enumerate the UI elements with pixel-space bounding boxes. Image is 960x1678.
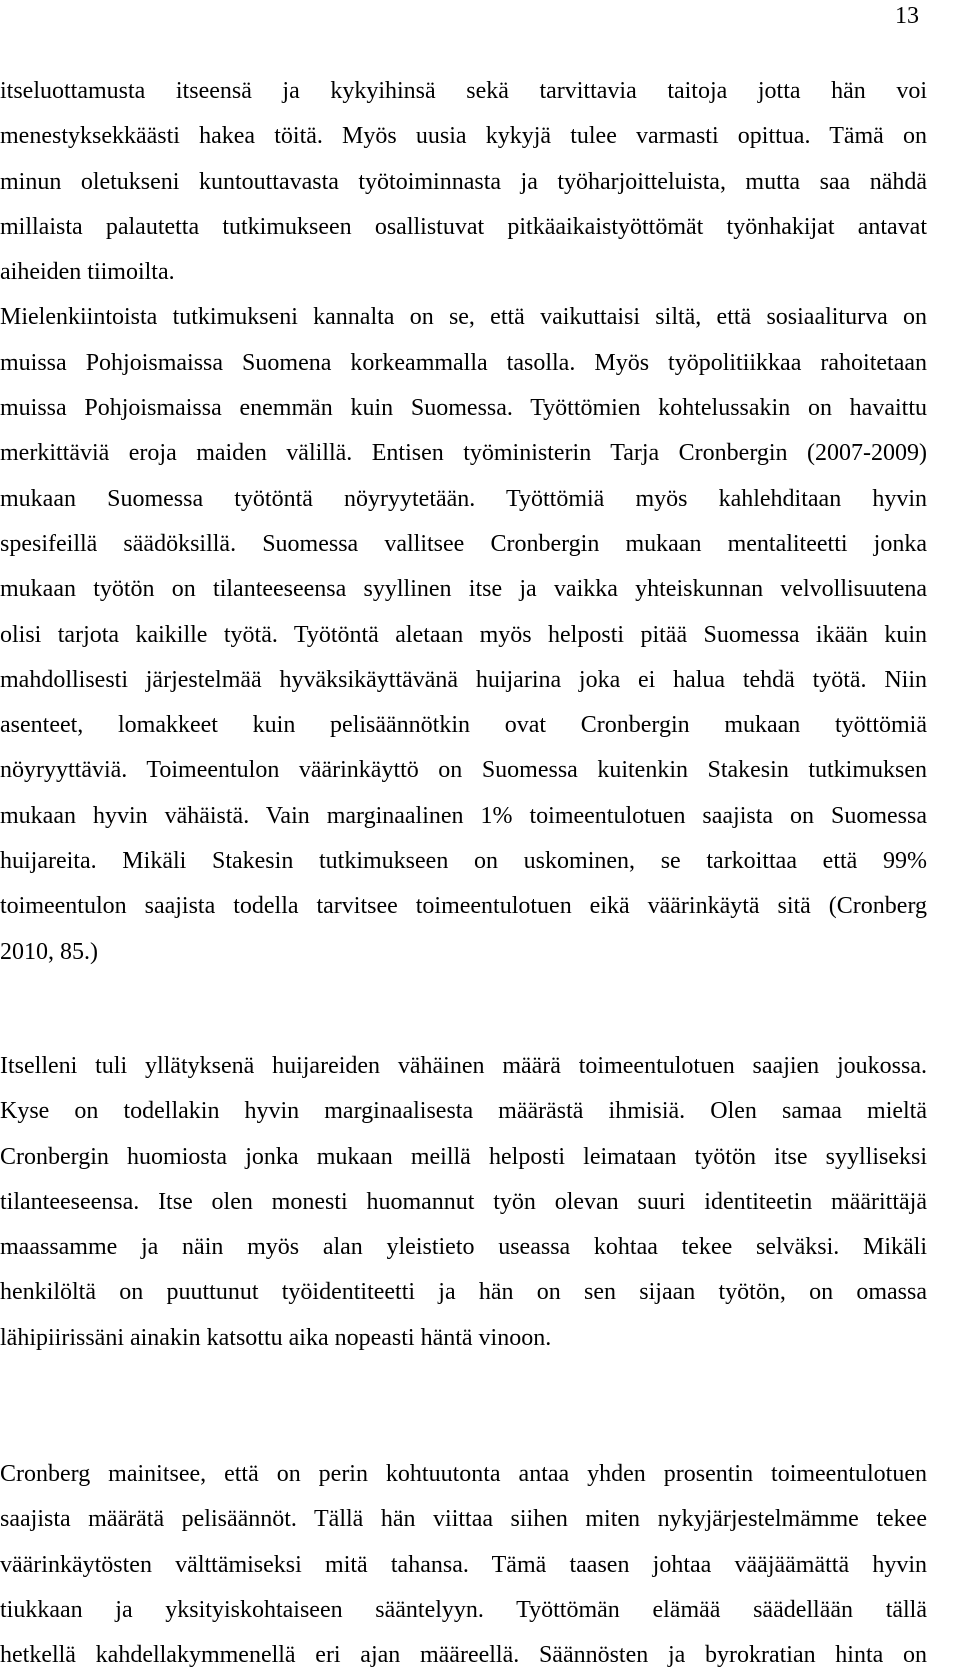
text-line: huijareita. Mikäli Stakesin tutkimukseen on uskominen, se tarkoittaa että 99% (0, 848, 927, 875)
body-text-section-3 (0, 1452, 927, 1678)
text-line: olisi tarjota kaikille työtä. Työtöntä aletaan myös helposti pitää Suomessa ikään kuin (0, 621, 927, 648)
text-line: toimeentulon saajista todella tarvitsee toimeentulotuen eikä väärinkäytä sitä (Cronberg (0, 893, 927, 920)
text-line: Cronberg mainitsee, että on perin kohtuutonta antaa yhden prosentin toimeentulotuen (0, 1461, 927, 1487)
text-line: spesifeillä säädöksillä. Suomessa vallitsee Cronbergin mukaan mentaliteetti jonka (0, 530, 927, 557)
text-line: henkilöltä on puuttunut työidentiteetti ja hän on sen sijaan työtön, on omassa (0, 1279, 927, 1306)
text-line: mukaan Suomessa työtöntä nöyryytetään. Työttömiä myös kahlehditaan hyvin (0, 485, 927, 512)
paragraph-1 (0, 69, 927, 295)
text-line: Kyse on todellakin hyvin marginaalisesta määrästä ihmisiä. Olen samaa mieltä (0, 1098, 927, 1125)
text-line: minun oletukseni kuntouttavasta työtoiminnasta ja työharjoitteluista, mutta saa nähdä (0, 168, 927, 195)
text-line: lähipiirissäni ainakin katsottu aika nopeasti häntä vinoon. (0, 1324, 552, 1351)
body-text-section-1 (0, 69, 927, 975)
paragraph-3 (0, 1044, 927, 1361)
text-line: merkittäviä eroja maiden välillä. Entisen työministerin Tarja Cronbergin (2007-2009) (0, 440, 927, 467)
text-line: tiukkaan ja yksityiskohtaiseen sääntelyyn. Työttömän elämää säädellään tällä (0, 1596, 927, 1623)
page-number: 13 (895, 3, 919, 29)
text-line: saajista määrätä pelisäännöt. Tällä hän viittaa siihen miten nykyjärjestelmämme tekee (0, 1506, 927, 1533)
text-line: maassamme ja näin myös alan yleistieto useassa kohtaa tekee selväksi. Mikäli (0, 1234, 927, 1261)
text-line: väärinkäytösten välttämiseksi mitä tahansa. Tämä taasen johtaa vääjäämättä hyvin (0, 1551, 927, 1578)
text-line: nöyryyttäviä. Toimeentulon väärinkäyttö on Suomessa kuitenkin Stakesin tutkimuksen (0, 757, 927, 784)
paragraph-4 (0, 1452, 927, 1678)
text-line: Mielenkiintoista tutkimukseni kannalta on se, että vaikuttaisi siltä, että sosiaaliturva on (0, 304, 927, 331)
text-line: mahdollisesti järjestelmää hyväksikäyttävänä huijarina joka ei halua tehdä työtä. Niin (0, 666, 927, 693)
text-line: mukaan hyvin vähäistä. Vain marginaalinen 1% toimeentulotuen saajista on Suomessa (0, 802, 927, 829)
text-line: asenteet, lomakkeet kuin pelisäännötkin ovat Cronbergin mukaan työttömiä (0, 712, 927, 739)
text-line: 2010, 85.) (0, 938, 98, 965)
text-line: muissa Pohjoismaissa Suomena korkeammalla tasolla. Myös työpolitiikkaa rahoitetaan (0, 349, 927, 376)
text-line: menestyksekkäästi hakea töitä. Myös uusia kykyjä tulee varmasti opittua. Tämä on (0, 123, 927, 150)
text-line: millaista palautetta tutkimukseen osallistuvat pitkäaikaistyöttömät työnhakijat antavat (0, 213, 927, 240)
text-line: itseluottamusta itseensä ja kykyihinsä sekä tarvittavia taitoja jotta hän voi (0, 78, 927, 104)
paragraph-2 (0, 295, 927, 974)
text-line: tilanteeseensa. Itse olen monesti huomannut työn olevan suuri identiteetin määrittäjä (0, 1188, 927, 1215)
text-line: mukaan työtön on tilanteeseensa syyllinen itse ja vaikka yhteiskunnan velvollisuutena (0, 576, 927, 603)
text-line: aiheiden tiimoilta. (0, 259, 175, 286)
body-text-section-2 (0, 1044, 927, 1361)
text-line: muissa Pohjoismaissa enemmän kuin Suomessa. Työttömien kohtelussakin on havaittu (0, 395, 927, 422)
text-line: Cronbergin huomiosta jonka mukaan meillä helposti leimataan työtön itse syylliseksi (0, 1143, 927, 1170)
text-line: hetkellä kahdellakymmenellä eri ajan määreellä. Säännösten ja byrokratian hinta on (0, 1642, 927, 1669)
text-line: Itselleni tuli yllätyksenä huijareiden vähäinen määrä toimeentulotuen saajien joukossa. (0, 1053, 927, 1079)
